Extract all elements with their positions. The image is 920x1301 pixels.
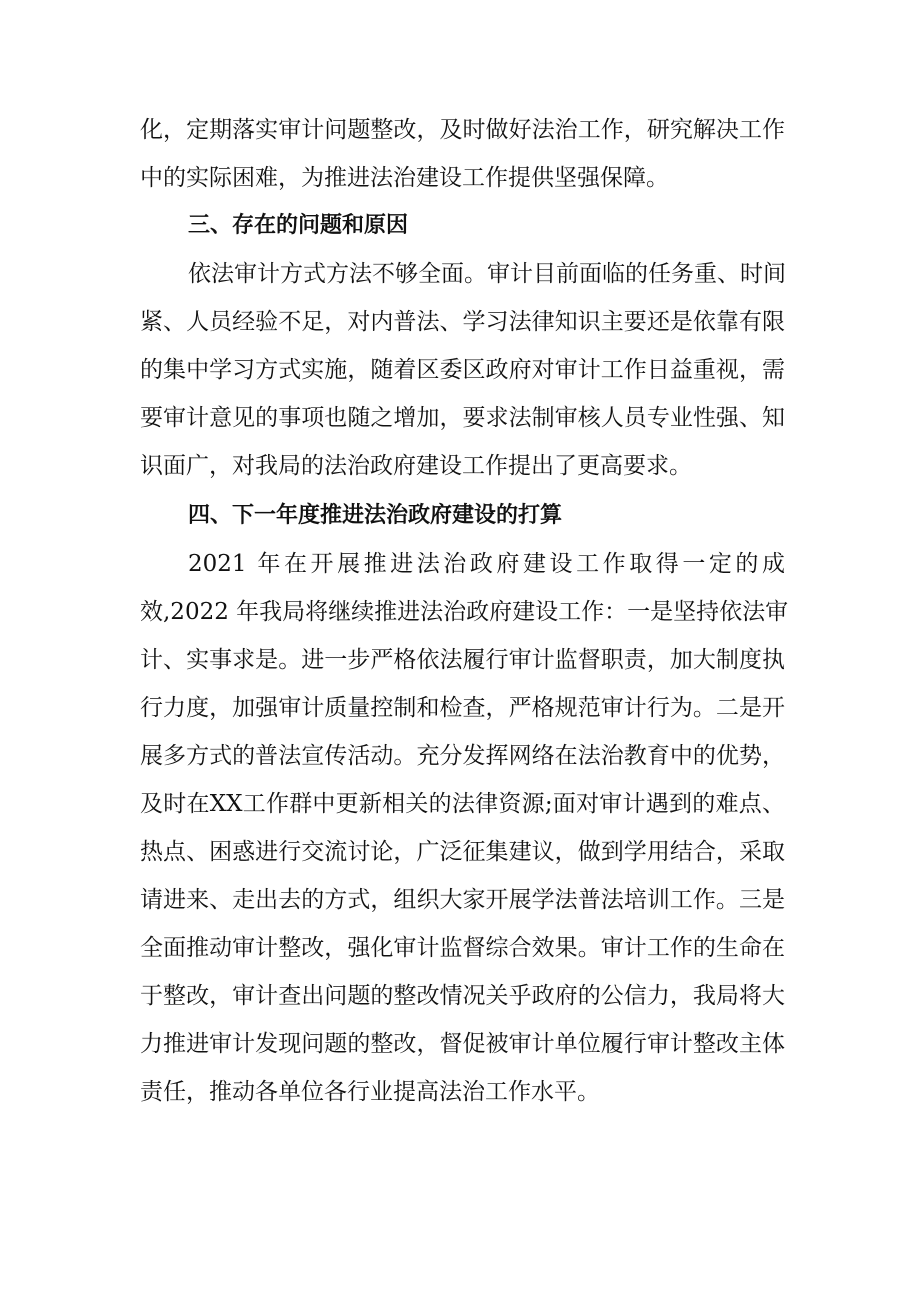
paragraph-line: 中的实际困难，为推进法治建设工作提供坚强保障。 bbox=[140, 165, 669, 191]
paragraph-line: 展多方式的普法宣传活动。充分发挥网络在法治教育中的优势， bbox=[140, 743, 785, 769]
paragraph-line: 效,2022 年我局将继续推进法治政府建设工作：一是坚持依法审 bbox=[140, 599, 789, 625]
paragraph-line: 责任，推动各单位各行业提高法治工作水平。 bbox=[140, 1079, 600, 1105]
paragraph-line: 2021 年在开展推进法治政府建设工作取得一定的成 bbox=[188, 551, 785, 577]
paragraph-line: 力推进审计发现问题的整改，督促被审计单位履行审计整改主体 bbox=[140, 1031, 785, 1057]
paragraph-line: 热点、困惑进行交流讨论，广泛征集建议，做到学用结合，采取 bbox=[140, 839, 785, 865]
paragraph-line: 依法审计方式方法不够全面。审计目前面临的任务重、时间 bbox=[188, 261, 786, 287]
paragraph-line: 的集中学习方式实施，随着区委区政府对审计工作日益重视，需 bbox=[140, 357, 785, 383]
section-heading-4: 四、下一年度推进法治政府建设的打算 bbox=[188, 503, 563, 528]
paragraph-line: 于整改，审计查出问题的整改情况关乎政府的公信力，我局将大 bbox=[140, 983, 785, 1009]
paragraph-line: 化，定期落实审计问题整改，及时做好法治工作，研究解决工作 bbox=[140, 117, 785, 143]
paragraph-line: 及时在XX工作群中更新相关的法律资源;面对审计遇到的难点、 bbox=[140, 791, 785, 817]
paragraph-line: 计、实事求是。进一步严格依法履行审计监督职责，加大制度执 bbox=[140, 647, 785, 673]
paragraph-line: 紧、人员经验不足，对内普法、学习法律知识主要还是依靠有限 bbox=[140, 309, 785, 335]
paragraph-line: 全面推动审计整改，强化审计监督综合效果。审计工作的生命在 bbox=[140, 935, 785, 961]
paragraph-line: 行力度，加强审计质量控制和检查，严格规范审计行为。二是开 bbox=[140, 695, 785, 721]
paragraph-line: 识面广，对我局的法治政府建设工作提出了更高要求。 bbox=[140, 453, 692, 479]
paragraph-line: 请进来、走出去的方式，组织大家开展学法普法培训工作。三是 bbox=[140, 887, 785, 913]
section-heading-3: 三、存在的问题和原因 bbox=[188, 213, 409, 238]
paragraph-line: 要审计意见的事项也随之增加，要求法制审核人员专业性强、知 bbox=[140, 405, 785, 431]
